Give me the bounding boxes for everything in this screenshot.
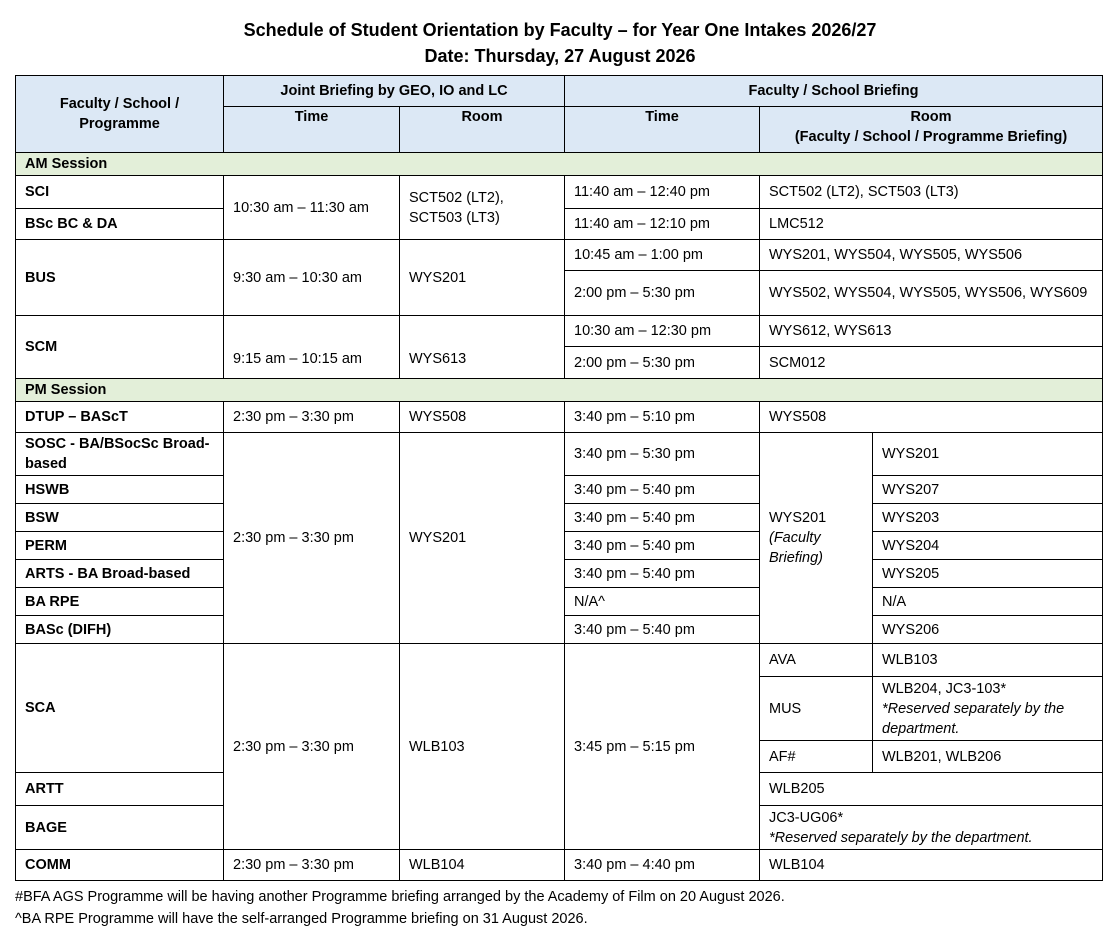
joint-time-bus: 9:30 am – 10:30 am	[224, 240, 400, 316]
joint-time-comm: 2:30 pm – 3:30 pm	[224, 850, 400, 881]
faculty-sosc: SOSC - BA/BSocSc Broad-based	[16, 433, 224, 476]
sca-mus-room-code: WLB204, JC3-103*	[882, 680, 1007, 697]
faculty-arts: ARTS - BA Broad-based	[16, 560, 224, 588]
faculty-hswb: HSWB	[16, 476, 224, 504]
faculty-ba-rpe: BA RPE	[16, 588, 224, 616]
sca-af-label: AF#	[760, 741, 873, 773]
faculty-perm: PERM	[16, 532, 224, 560]
fb-room-comm: WLB104	[760, 850, 1103, 881]
fb-time-ba-rpe: N/A^	[565, 588, 760, 616]
faculty-comm: COMM	[16, 850, 224, 881]
joint-time-dtup: 2:30 pm – 3:30 pm	[224, 402, 400, 433]
table-row	[16, 850, 1103, 881]
joint-room-dtup: WYS508	[400, 402, 565, 433]
header-fb-room	[760, 107, 1103, 153]
joint-time-scm: 9:15 am – 10:15 am	[224, 316, 400, 379]
fb-time-sosc: 3:40 pm – 5:30 pm	[565, 433, 760, 476]
faculty-briefing-room-code: WYS201	[769, 510, 827, 526]
sca-ava-room: WLB103	[873, 644, 1103, 677]
joint-room-comm: WLB104	[400, 850, 565, 881]
fb-time-comm: 3:40 pm – 4:40 pm	[565, 850, 760, 881]
joint-time-sci: 10:30 am – 11:30 am	[224, 176, 400, 240]
fb-time-scm-2: 2:00 pm – 5:30 pm	[565, 347, 760, 379]
room-bage-note: *Reserved separately by the department.	[769, 829, 1033, 846]
joint-time-group1: 2:30 pm – 3:30 pm	[224, 433, 400, 644]
room-bage-code: JC3-UG06*	[769, 809, 844, 826]
fb-time-basc: 3:40 pm – 5:40 pm	[565, 616, 760, 644]
fb-room-scm-1: WYS612, WYS613	[760, 316, 1103, 347]
sca-mus-label: MUS	[760, 677, 873, 741]
header-row-1	[16, 76, 1103, 107]
faculty-bsw: BSW	[16, 504, 224, 532]
footnote-bfa-ags: #BFA AGS Programme will be having another Programme briefing arranged by the Academy of Film on 20 August 2026.	[15, 889, 785, 905]
header-fb-room-title: Room	[910, 109, 952, 125]
faculty-bsc: BSc BC & DA	[16, 209, 224, 240]
header-fb-time: Time	[565, 107, 760, 153]
fb-room-bus-2: WYS502, WYS504, WYS505, WYS506, WYS609	[760, 271, 1103, 316]
fb-time-bus-1: 10:45 am – 1:00 pm	[565, 240, 760, 271]
header-joint-room: Room	[400, 107, 565, 153]
fb-time-group2: 3:45 pm – 5:15 pm	[565, 644, 760, 850]
header-joint-briefing: Joint Briefing by GEO, IO and LC	[224, 76, 565, 107]
am-session-label: AM Session	[16, 153, 1103, 176]
room-basc: WYS206	[873, 616, 1103, 644]
table-row	[16, 240, 1103, 271]
room-perm: WYS204	[873, 532, 1103, 560]
fb-time-hswb: 3:40 pm – 5:40 pm	[565, 476, 760, 504]
room-sosc: WYS201	[873, 433, 1103, 476]
fb-room-dtup: WYS508	[760, 402, 1103, 433]
header-joint-time: Time	[224, 107, 400, 153]
fb-time-bus-2: 2:00 pm – 5:30 pm	[565, 271, 760, 316]
fb-time-sci: 11:40 am – 12:40 pm	[565, 176, 760, 209]
faculty-briefing-room-note: (Faculty Briefing)	[769, 530, 823, 566]
table-row	[16, 316, 1103, 347]
joint-room-group2: WLB103	[400, 644, 565, 850]
faculty-bage: BAGE	[16, 806, 224, 850]
header-faculty-briefing: Faculty / School Briefing	[565, 76, 1103, 107]
footnote-ba-rpe: ^BA RPE Programme will have the self-arranged Programme briefing on 31 August 2026.	[15, 911, 588, 927]
fb-time-dtup: 3:40 pm – 5:10 pm	[565, 402, 760, 433]
joint-room-sci: SCT502 (LT2), SCT503 (LT3)	[400, 176, 565, 240]
faculty-dtup: DTUP – BAScT	[16, 402, 224, 433]
pm-session-row	[16, 379, 1103, 402]
joint-time-group2: 2:30 pm – 3:30 pm	[224, 644, 400, 850]
room-bsw: WYS203	[873, 504, 1103, 532]
fb-time-arts: 3:40 pm – 5:40 pm	[565, 560, 760, 588]
fb-room-sci: SCT502 (LT2), SCT503 (LT3)	[760, 176, 1103, 209]
orientation-schedule-table	[15, 75, 1103, 881]
sca-ava-label: AVA	[760, 644, 873, 677]
table-row	[16, 433, 1103, 476]
table-row	[16, 644, 1103, 677]
faculty-bus: BUS	[16, 240, 224, 316]
faculty-sca: SCA	[16, 644, 224, 773]
table-row	[16, 176, 1103, 209]
faculty-scm: SCM	[16, 316, 224, 379]
faculty-briefing-room	[760, 433, 873, 644]
fb-room-bus-1: WYS201, WYS504, WYS505, WYS506	[760, 240, 1103, 271]
header-fb-room-subtitle: (Faculty / School / Programme Briefing)	[794, 129, 1068, 145]
fb-time-bsw: 3:40 pm – 5:40 pm	[565, 504, 760, 532]
joint-room-group1: WYS201	[400, 433, 565, 644]
document-title: Schedule of Student Orientation by Faculty – for Year One Intakes 2026/27	[243, 20, 877, 40]
header-faculty: Faculty / School / Programme	[16, 76, 224, 153]
fb-time-scm-1: 10:30 am – 12:30 pm	[565, 316, 760, 347]
footnotes	[15, 886, 785, 930]
am-session-row	[16, 153, 1103, 176]
faculty-basc: BASc (DIFH)	[16, 616, 224, 644]
pm-session-label: PM Session	[16, 379, 1103, 402]
fb-room-scm-2: SCM012	[760, 347, 1103, 379]
room-hswb: WYS207	[873, 476, 1103, 504]
table-row	[16, 402, 1103, 433]
fb-time-bsc: 11:40 am – 12:10 pm	[565, 209, 760, 240]
joint-room-bus: WYS201	[400, 240, 565, 316]
fb-time-perm: 3:40 pm – 5:40 pm	[565, 532, 760, 560]
room-arts: WYS205	[873, 560, 1103, 588]
sca-mus-room	[873, 677, 1103, 741]
faculty-artt: ARTT	[16, 773, 224, 806]
room-ba-rpe: N/A	[873, 588, 1103, 616]
faculty-sci: SCI	[16, 176, 224, 209]
room-bage	[760, 806, 1103, 850]
joint-room-scm: WYS613	[400, 316, 565, 379]
document-date: Date: Thursday, 27 August 2026	[424, 46, 696, 66]
sca-af-room: WLB201, WLB206	[873, 741, 1103, 773]
fb-room-bsc: LMC512	[760, 209, 1103, 240]
room-artt: WLB205	[760, 773, 1103, 806]
sca-mus-room-note: *Reserved separately by the department.	[882, 700, 1065, 737]
